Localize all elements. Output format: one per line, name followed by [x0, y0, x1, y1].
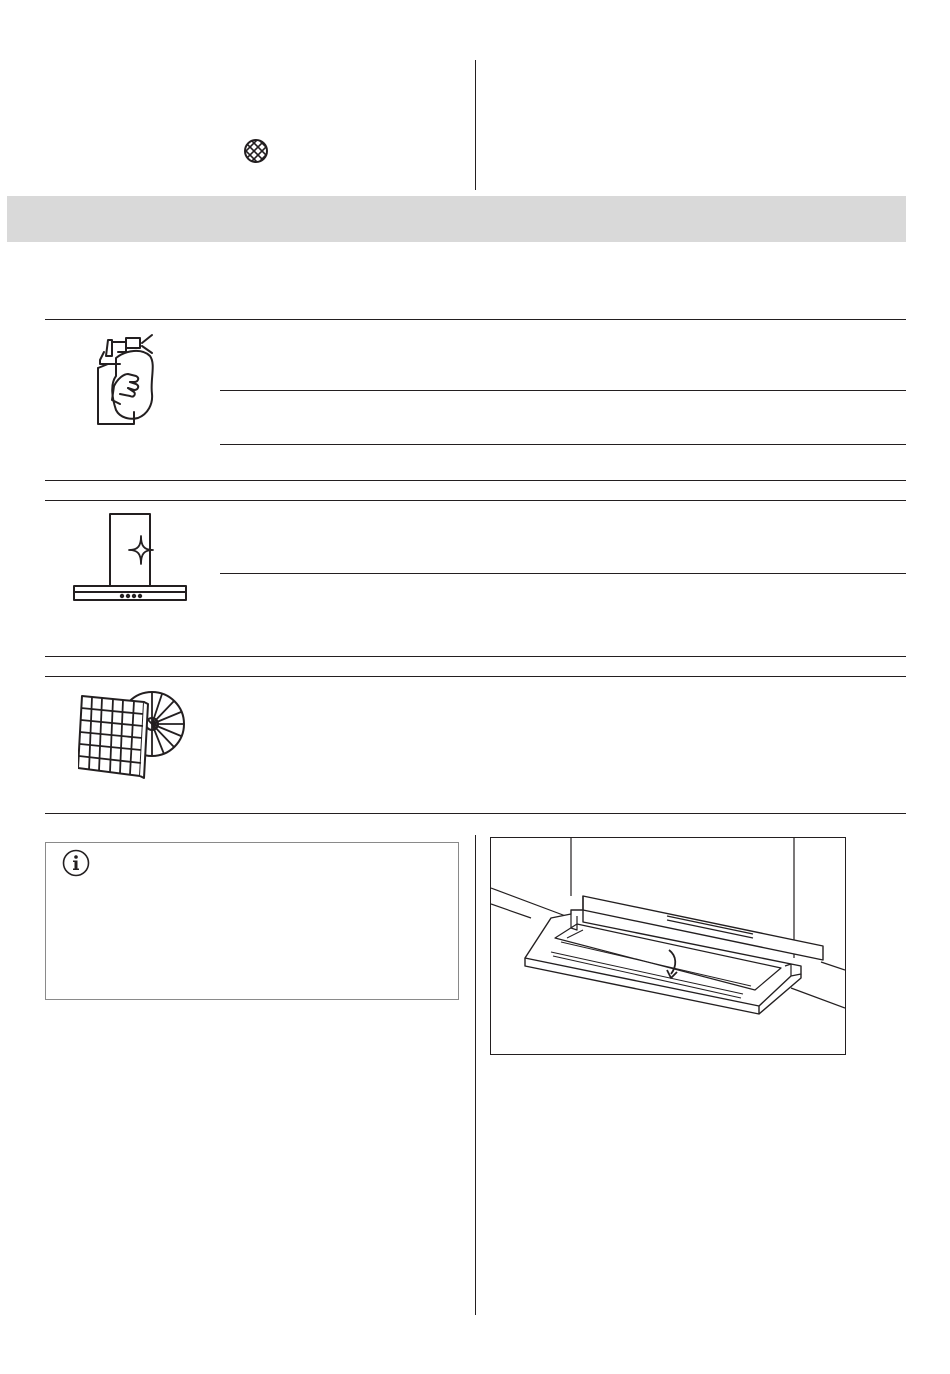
section-heading-bar [7, 196, 906, 242]
row2-rule-bottom [45, 656, 906, 657]
row3-rule-bottom [45, 813, 906, 814]
hood-illustration-frame [490, 837, 846, 1055]
row1-rule-bottom [45, 480, 906, 481]
row2-rule-top [45, 500, 906, 501]
table-rule-top [45, 319, 906, 320]
row1-subrule-2 [220, 444, 906, 445]
column-divider-bottom [475, 835, 476, 1315]
info-note-box [45, 842, 459, 1000]
carbon-filter-icon [78, 686, 188, 780]
info-icon [62, 849, 90, 877]
clean-hood-sparkle-icon [72, 512, 188, 604]
telescopic-hood-illustration [491, 838, 845, 1054]
column-divider-top [475, 60, 476, 190]
grease-filter-indicator-icon [243, 138, 269, 164]
row1-subrule-1 [220, 390, 906, 391]
spray-bottle-cleaning-icon [90, 328, 160, 428]
row2-subrule-1 [220, 573, 906, 574]
row3-rule-top [45, 676, 906, 677]
